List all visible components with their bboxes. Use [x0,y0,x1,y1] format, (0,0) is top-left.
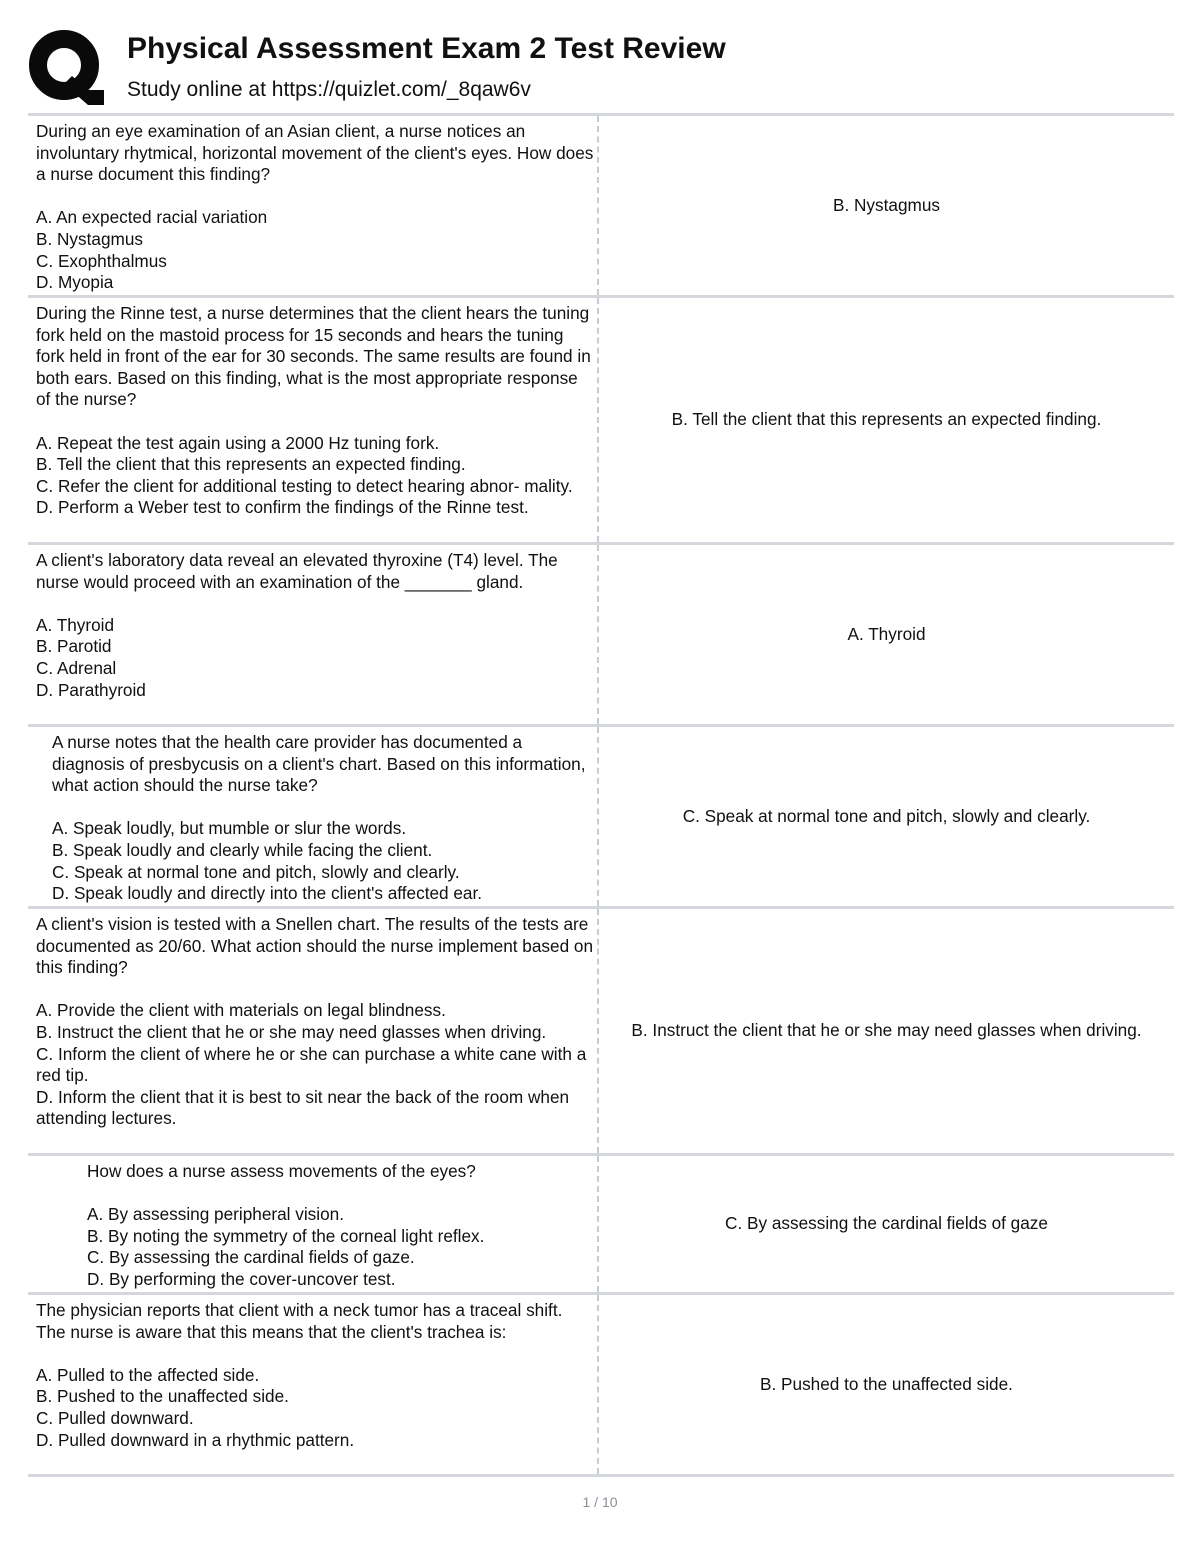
option-list [36,1000,595,1130]
option-d: D. Parathyroid [36,679,146,700]
option-a: A. An expected racial variation [36,207,268,228]
flashcard [28,1292,1174,1477]
page-header [28,28,1174,108]
flashcard [28,906,1174,1153]
flashcard [28,724,1174,906]
option-a: A. Provide the client with materials on legal blindness. [36,1000,446,1021]
question-text: A nurse notes that the health care provider has documented a diagnosis of presbycusis on a client's chart. Based on this information, what action should the nurse take? [52,732,591,796]
flashcard [28,295,1174,542]
page-title: Physical Assessment Exam 2 Test Review [127,32,726,65]
card-term [28,727,599,906]
page-number: 1 / 10 [582,1494,618,1510]
option-c: C. By assessing the cardinal fields of gaze. [87,1247,415,1268]
card-definition: C. By assessing the cardinal fields of gaze [725,1213,1048,1234]
card-term [28,116,599,295]
card-term [28,298,599,542]
option-list [36,207,595,293]
option-a: A. Pulled to the affected side. [36,1364,260,1385]
card-term [28,545,599,724]
card-definition: B. Pushed to the unaffected side. [760,1373,1013,1394]
option-a: A. Speak loudly, but mumble or slur the words. [52,818,407,839]
option-list [87,1204,595,1290]
option-b: B. Speak loudly and clearly while facing the client. [52,839,433,860]
quizlet-q-logo-icon [28,30,108,110]
study-link[interactable]: Study online at https://quizlet.com/_8qaw6v [127,78,531,101]
option-d: D. Myopia [36,272,114,293]
card-definition: B. Nystagmus [833,194,940,215]
option-b: B. Pushed to the unaffected side. [36,1386,289,1407]
card-term [28,1295,599,1474]
option-list [52,818,595,904]
option-a: A. By assessing peripheral vision. [87,1204,344,1225]
question-text: A client's vision is tested with a Snellen chart. The results of the tests are documented as 20/60. What action should the nurse implement based on this finding? [36,914,598,978]
option-list [36,1365,595,1451]
option-a: A. Thyroid [36,614,115,635]
option-list [36,433,595,519]
option-d: D. Perform a Weber test to confirm the findings of the Rinne test. [36,497,529,518]
option-c: C. Adrenal [36,657,117,678]
option-b: B. Tell the client that this represents an expected finding. [36,454,466,475]
option-c: C. Speak at normal tone and pitch, slowly and clearly. [52,861,460,882]
option-a: A. Repeat the test again using a 2000 Hz tuning fork. [36,432,440,453]
card-definition: A. Thyroid [847,623,926,644]
option-c: C. Exophthalmus [36,250,167,271]
option-d: D. Inform the client that it is best to sit near the back of the room when attending lectures. [36,1086,570,1129]
question-text: During an eye examination of an Asian client, a nurse notices an involuntary rhytmical, horizontal movement of the client's eyes. How does a nurse document this finding? [36,121,599,185]
option-b: B. Parotid [36,636,112,657]
option-d: D. Speak loudly and directly into the client's affected ear. [52,883,483,904]
option-b: B. Instruct the client that he or she may need glasses when driving. [36,1021,547,1042]
option-b: B. By noting the symmetry of the corneal light reflex. [87,1225,485,1246]
option-c: C. Refer the client for additional testing to detect hearing abnor- mality. [36,475,573,496]
flashcard-list [28,113,1174,1477]
card-definition: B. Tell the client that this represents an expected finding. [671,409,1102,430]
question-text: How does a nurse assess movements of the eyes? [87,1161,476,1181]
option-c: C. Pulled downward. [36,1407,194,1428]
option-c: C. Inform the client of where he or she can purchase a white cane with a red tip. [36,1043,587,1086]
option-list [36,615,595,701]
option-d: D. By performing the cover-uncover test. [87,1268,396,1289]
question-text: A client's laboratory data reveal an elevated thyroxine (T4) level. The nurse would proceed with an examination of the _______ gland. [36,550,563,592]
card-term [28,1156,599,1292]
question-text: The physician reports that client with a neck tumor has a traceal shift. The nurse is aware that this means that the client's trachea is: [36,1300,567,1342]
flashcard [28,542,1174,724]
card-term [28,909,599,1153]
flashcard [28,113,1174,295]
card-definition: C. Speak at normal tone and pitch, slowly and clearly. [682,805,1091,826]
option-d: D. Pulled downward in a rhythmic pattern. [36,1429,355,1450]
flashcard [28,1153,1174,1292]
card-definition: B. Instruct the client that he or she may need glasses when driving. [631,1020,1142,1041]
option-b: B. Nystagmus [36,228,143,249]
question-text: During the Rinne test, a nurse determines that the client hears the tuning fork held on the mastoid process for 15 seconds and hears the tuning fork held in front of the ear for 30 seconds. The same results are found in both ears. Based on this finding, what is the most appropriate response of the nurse? [36,303,596,410]
